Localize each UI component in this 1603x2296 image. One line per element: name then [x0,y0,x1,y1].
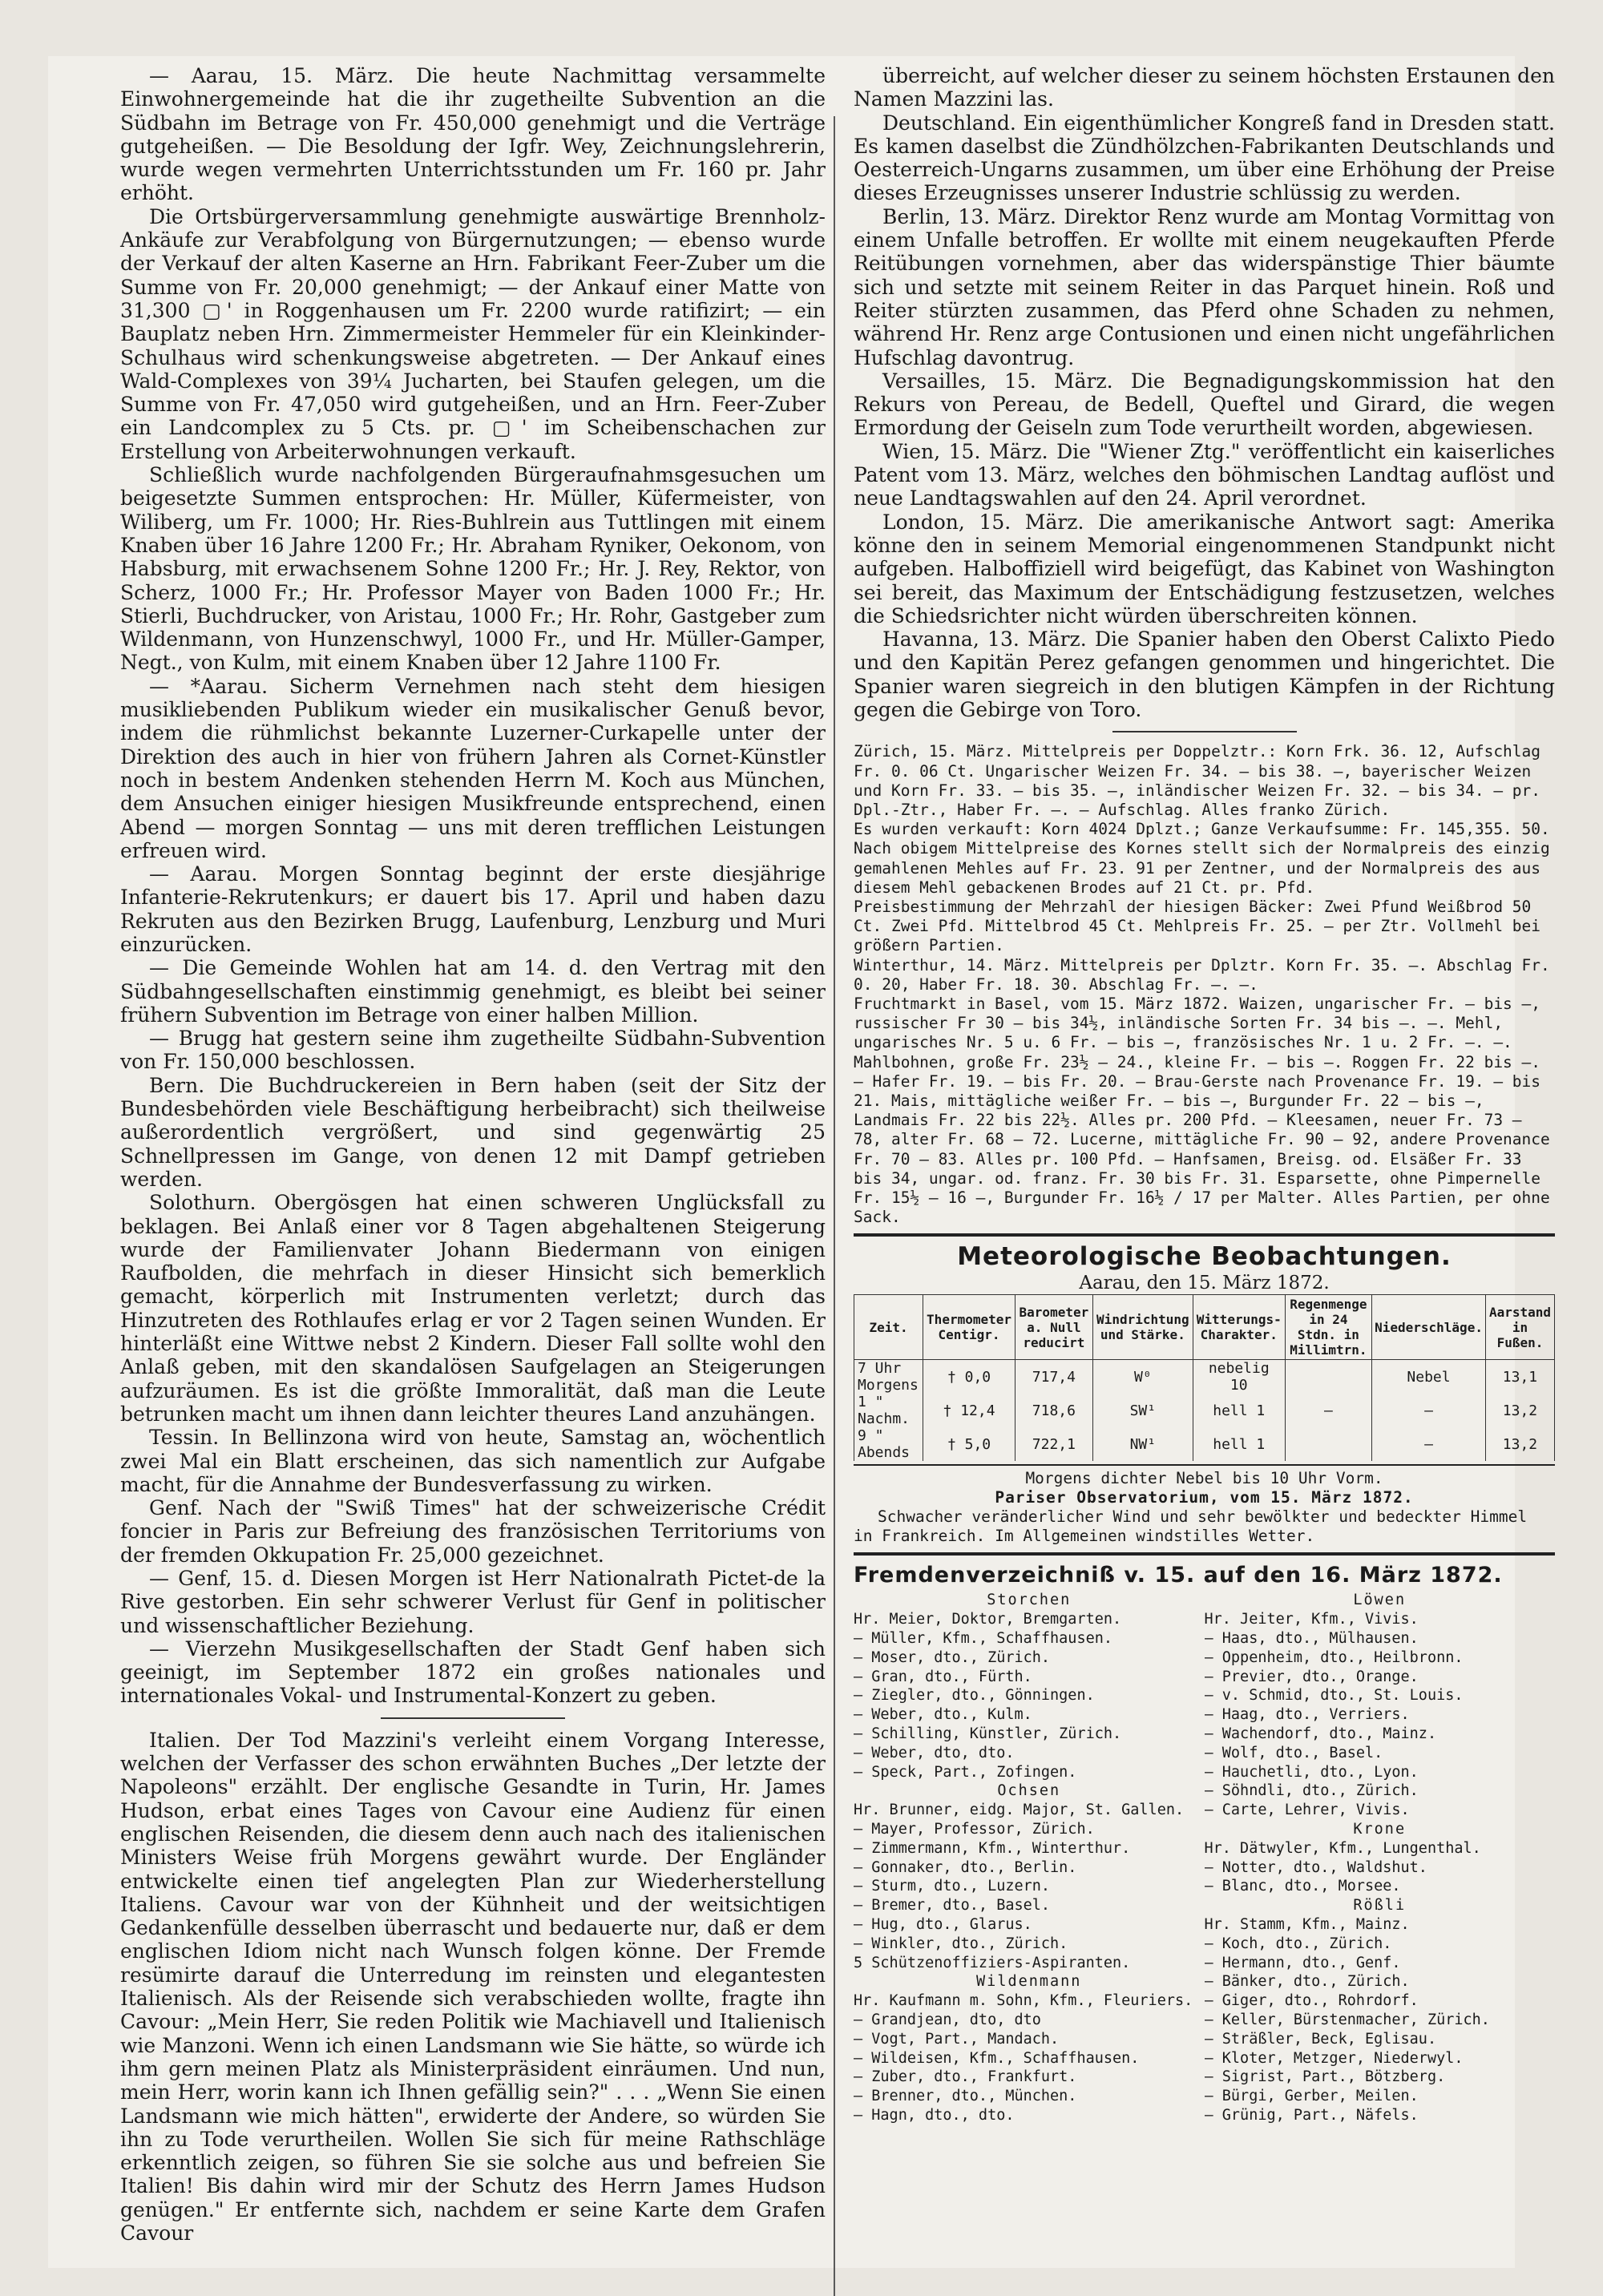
guest-list [854,1591,1555,2125]
guest-column-right [1205,1591,1556,2125]
guest-entry: — Bänker, dto., Zürich. [1204,1973,1410,1991]
article-paragraph: Berlin, 13. März. Direktor Renz wurde am Montag Vormittag von einem Unfalle betroffen. Er wollte mit einem neugekauften Pferde Reitübungen vornehmen, aber das widerspänstige Thier bäumte sich und setzte mit seinem Reiter in das Parquet hinein. Roß und Reiter stürzten zusammen, das Pferd ohne Schaden zu nehmen, während Hr. Renz arge Contusionen und einen nicht ungefährlichen Hufschlag davontrug. [854,204,1555,369]
article-paragraph: überreicht, auf welcher dieser zu seinem höchsten Erstaunen den Namen Mazzini las. [854,64,1555,111]
meteo-note: Morgens dichter Nebel bis 10 Uhr Vorm. [1025,1469,1383,1488]
guest-entry: — Wolf, dto., Basel. [1204,1744,1383,1761]
article-paragraph: Bern. Die Buchdruckereien in Bern haben (seit der Sitz der Bundesbehörden viele Beschäftigung herbeibracht) sich theilweise außerordentlich vergrößert, und sind gegenwärtig 25 Schnellpressen im Gange, von denen 12 mit Dampf getrieben werden. [120,1073,826,1191]
meteo-cell-precip: — [1372,1427,1486,1461]
guest-entry: — Söhndli, dto., Zürich. [1204,1782,1419,1800]
guest-entry: — Hermann, dto., Genf. [1204,1954,1401,1971]
meteo-table-header [854,1295,1555,1360]
meteo-cell-char: hell 1 [1193,1394,1285,1427]
guest-entry: — Vogt, Part., Mandach. [854,2030,1060,2048]
guest-entry: Hr. Dätwyler, Kfm., Lungenthal. [1204,1839,1481,1857]
guest-entry: — Grünig, Part., Näfels. [1204,2106,1419,2124]
article-paragraph: Schließlich wurde nachfolgenden Bürgeraufnahmsgesuchen um beigesetzte Summen entsprochen: Hr. Müller, Küfermeister, von Wiliberg, um Fr. 1000; Hr. Ries-Buhlrein aus Tuttlingen mit einem Knaben über 16 Jahre 1200 Fr.; Hr. Abraham Ryniker, Oekonom, von Habsburg, mit erwachsenem Sohne 1200 Fr.; Hr. J. Rey, Rektor, von Scherz, 1000 Fr.; Hr. Professor Mayer von Baden 1000 Fr.; Hr. Stierli, Buchdrucker, von Aristau, 1000 Fr.; Hr. Rohr, Gastgeber zum Wildenmann, von Hunzenschwyl, 1000 Fr., und Hr. Müller-Gamper, Negt., von Kulm, mit einem Knaben über 12 Jahre 1100 Fr. [120,463,826,675]
guest-entry: — Winkler, dto., Zürich. [854,1935,1068,1952]
meteo-title: Meteorologische Beobachtungen. [957,1242,1452,1272]
article-paragraph: Deutschland. Ein eigenthümlicher Kongreß fand in Dresden statt. Es kamen daselbst die Zündhölzchen-Fabrikanten Deutschlands und Oesterreich-Ungarns zusammen, um über eine Erhöhung der Preise dieses Erzeugnisses unserer Industrie schlüssig zu werden. [854,111,1555,205]
guest-entry: — Ziegler, dto., Gönningen. [854,1687,1095,1705]
guest-entry: — Oppenheim, dto., Heilbronn. [1204,1648,1464,1666]
guest-hotel-name: Rößli [1353,1897,1407,1915]
guests-title: Fremdenverzeichniß v. 15. auf den 16. März 1872. [854,1563,1503,1588]
article-paragraph: Genf. Nach der "Swiß Times" hat der schweizerische Crédit foncier in Paris zur Befreiung des französischen Territoriums von der fremden Okkupation Fr. 25,000 gezeichnet. [120,1496,826,1567]
column-divider [834,116,835,2296]
guest-hotel-name: Löwen [1353,1592,1407,1609]
article-paragraph: Italien. Der Tod Mazzini's verleiht einem Vorgang Interesse, welchen der Verfasser des schon erwähnten Buches „Der letzte der Napoleons" erzählt. Der englische Gesandte in Turin, Hr. James Hudson, erbat eines Tages von Cavour eine Audienz für einen englischen Reisenden, die diesem denn auch nach des italienischen Ministers Weise früh Morgens gewährt wurde. Der Engländer entwickelte einen tief angelegten Plan zur Wiederherstellung Italiens. Cavour war von der Kühnheit und der weitsichtigen Gedankenfülle desselben überrascht und bedauerte nur, daß er dem englischen Idiom nicht nach Wunsch folgen könne. Der Fremde resümirte darauf die Unterredung im reinsten und elegantesten Italienisch. Als der Reisende sich verabschieden wollte, fragte ihn Cavour: „Mein Herr, Sie reden Politik wie Machiavell und Italienisch wie Manzoni. Wenn ich einen Landsmann wie Sie hätte, so würde ich ihm gern meinen Platz als Ministerpräsident einräumen. Und nun, mein Herr, worin kann ich Ihnen gefällig sein?" . . . „Wenn Sie einen Landsmann wie mich hätten", erwiderte der Andere, so würden Sie ihn zu Tode verurtheilen. Wollen Sie sich für meine Rathschläge erkenntlich zeigen, so führen Sie sie solche aus und befreien Sie Italien! Bis dahin wird mir der Schutz des Herrn James Hudson genügen." Er entfernte sich, nachdem er seine Karte dem Grafen Cavour [120,1728,826,2246]
meteo-cell-precip: — [1372,1394,1486,1427]
right-column [854,64,1555,2125]
meteo-cell-water: 13,2 [1485,1427,1554,1461]
article-paragraph: — Vierzehn Musikgesellschaften der Stadt Genf haben sich geeinigt, im September 1872 ein großes nationales und internationales Vokal- und Instrumental-Konzert zu geben. [120,1636,826,1708]
guest-entry: — v. Schmid, dto., St. Louis. [1204,1687,1464,1705]
paris-heading: Pariser Observatorium, vom 15. März 1872. [995,1488,1414,1507]
meteo-header-cell: Windrichtung und Stärke. [1092,1295,1193,1360]
guest-entry: — Schilling, Künstler, Zürich. [854,1725,1122,1742]
guest-entry: — Haag, dto., Verriers. [1204,1706,1410,1724]
meteo-row [854,1394,1555,1427]
market-report: Zürich, 15. März. Mittelpreis per Doppelztr.: Korn Frk. 36. 12, Aufschlag Fr. 0. 06 Ct. Ungarischer Weizen Fr. 34. — bis 38. —, bayerischer Weizen und Korn Fr. 33. — bis 35. —, inländischer Weizen Fr. 32. — bis 34. — pr. Dpl.-Ztr., Haber Fr. —. — Aufschlag. Alles franko Zürich. [854,742,1541,819]
thin-rule [854,1464,1555,1466]
meteo-cell-temp: † 12,4 [923,1394,1016,1427]
guest-hotel-name: Wildenmann [976,1973,1082,1991]
guest-entry: — Keller, Bürstenmacher, Zürich. [1204,2011,1490,2028]
left-column [120,64,826,2245]
guest-entry: Hr. Jeiter, Kfm., Vivis. [1204,1611,1419,1628]
market-report: Preisbestimmung der Mehrzahl der hiesigen Bäcker: Zwei Pfund Weißbrod 50 Ct. Zwei Pfd. Mittelbrod 45 Ct. Mehlpreis Fr. 25. — per Ztr. Vollmehl bei größern Partien. [854,897,1541,955]
meteo-cell-char: hell 1 [1193,1427,1285,1461]
meteo-cell-wind: SW¹ [1092,1394,1193,1427]
left-articles [120,64,826,2245]
guest-entry: Hr. Stamm, Kfm., Mainz. [1204,1915,1410,1933]
meteo-cell-time: 7 Uhr Morgens [854,1360,923,1394]
guest-entry: — Grandjean, dto, dto [854,2011,1041,2028]
meteo-notes [854,1469,1555,1546]
meteo-row [854,1427,1555,1461]
guest-entry: — Bremer, dto., Basel. [854,1897,1051,1915]
guest-entry: 5 Schützenoffiziers-Aspiranten. [854,1954,1131,1971]
guest-entry: — Weber, dto, dto. [854,1744,1015,1761]
meteo-subtitle: Aarau, den 15. März 1872. [1079,1273,1330,1294]
guest-hotel-name: Ochsen [997,1782,1061,1800]
guest-entry: Hr. Meier, Doktor, Bremgarten. [854,1611,1122,1628]
section-rule [1112,731,1297,732]
article-paragraph: Solothurn. Obergösgen hat einen schweren Unglücksfall zu beklagen. Bei Anlaß einer vor 8 Tagen abgehaltenen Steigerung wurde der Familienvater Johann Biedermann von einigen Raufbolden, die mehrfach in dieser Hinsicht sich bemerklich gemacht, körperlich mit Instrumenten verletzt; durch das Hinzutreten des Rothlaufes erlag er vor 2 Tagen seinen Wunden. Er hinterläßt eine Wittwe nebst 2 Kindern. Dieser Fall sollte wohl den Anlaß geben, mit den skandalösen Saufgelagen an Steigerungen aufzuräumen. Es ist die größte Immoralität, daß man die Leute betrunken macht um ihnen dann leichter theures Land anzuhängen. [120,1191,826,1426]
article-paragraph: — Aarau, 15. März. Die heute Nachmittag versammelte Einwohnergemeinde hat die ihr zugetheilte Subvention an die Südbahn im Betrage von Fr. 450,000 genehmigt und die Verträge gutgeheißen. — Die Besoldung der Igfr. Wey, Zeichnungslehrerin, wurde wegen vermehrten Unterrichtsstunden um Fr. 160 pr. Jahr erhöht. [120,64,826,205]
guest-entry: Hr. Brunner, eidg. Major, St. Gallen. [854,1802,1185,1819]
market-report: Fruchtmarkt in Basel, vom 15. März 1872. Waizen, ungarischer Fr. — bis —, russischer Fr 30 — bis 34½, inländische Sorten Fr. 34 bis —. —. Mehl, ungarisches Nr. 5 u. 6 Fr. — bis —, französisches Nr. 1 u. 2 Fr. —. —. Mahlbohnen, große Fr. 23½ — 24., kleine Fr. — bis —. Roggen Fr. 22 bis —. — Hafer Fr. 19. — bis Fr. 20. — Brau-Gerste nach Provenance Fr. 19. — bis 21. Mais, mittägliche weißer Fr. — bis —, Burgunder Fr. 22 — bis —, Landmais Fr. 22 bis 22½. Alles pr. 200 Pfd. — Kleesamen, neuer Fr. 73 — 78, alter Fr. 68 — 72. Lucerne, mittägliche Fr. 90 — 92, andere Provenance Fr. 70 — 83. Alles pr. 100 Pfd. — Hanfsamen, Breisg. od. Elsäßer Fr. 33 bis 34, ungar. od. franz. Fr. 30 bis Fr. 31. Esparsette, ohne Pimpernelle Fr. 15½ — 16 —, Burgunder Fr. 16½ / 17 per Malter. Alles Partien, per ohne Sack. [854,994,1550,1227]
guest-entry: — Giger, dto., Rohrdorf. [1204,1992,1419,2010]
article-paragraph: — Die Gemeinde Wohlen hat am 14. d. den Vertrag mit den Südbahngesellschaften einstimmig genehmigt, es bleibt bei seiner frühern Subvention im Betrage von einer halben Million. [120,956,826,1027]
meteo-cell-char: nebelig 10 [1193,1360,1285,1394]
article-paragraph: Havanna, 13. März. Die Spanier haben den Oberst Calixto Piedo und den Kapitän Perez gefangen genommen und hingerichtet. Die Spanier waren siegreich in den blutigen Kämpfen in der Richtung gegen die Gebirge von Toro. [854,627,1555,722]
guest-entry: — Sturm, dto., Luzern. [854,1878,1051,1895]
meteo-cell-baro: 718,6 [1015,1394,1092,1427]
meteo-cell-wind: W⁰ [1092,1360,1193,1394]
guest-entry: — Carte, Lehrer, Vivis. [1204,1802,1410,1819]
guest-entry: — Weber, dto., Kulm. [854,1706,1032,1724]
section-rule [381,1717,565,1719]
guest-hotel-name: Storchen [987,1592,1072,1609]
meteo-cell-wind: NW¹ [1092,1427,1193,1461]
guest-entry: — Kloter, Metzger, Niederwyl. [1204,2049,1464,2067]
meteo-cell-rain [1285,1427,1371,1461]
meteo-header-cell: Aarstand in Fußen. [1485,1295,1554,1360]
guest-column-left [854,1591,1205,2125]
newspaper-page [48,56,1555,2268]
meteo-cell-time: 1 " Nachm. [854,1394,923,1427]
thick-rule [854,1233,1555,1237]
meteo-cell-baro: 722,1 [1015,1427,1092,1461]
meteo-row [854,1360,1555,1394]
guest-entry: — Hagn, dto., dto. [854,2106,1015,2124]
guest-entry: — Haas, dto., Mülhausen. [1204,1629,1419,1647]
article-paragraph: Tessin. In Bellinzona wird von heute, Samstag an, wöchentlich zwei Mal ein Blatt erscheinen, das sich namentlich zur Aufgabe macht, für die Annahme der Bundesverfassung zu wirken. [120,1426,826,1496]
guest-entry: — Brenner, dto., München. [854,2088,1077,2105]
market-report: Winterthur, 14. März. Mittelpreis per Dplztr. Korn Fr. 35. —. Abschlag Fr. 0. 20, Haber Fr. 18. 30. Abschlag Fr. —. —. [854,955,1550,994]
guest-entry: — Blanc, dto., Morsee. [1204,1878,1401,1895]
guest-entry: — Hauchetli, dto., Lyon. [1204,1763,1419,1781]
meteo-cell-water: 13,2 [1485,1394,1554,1427]
guest-entry: — Hug, dto., Glarus. [854,1915,1032,1933]
meteo-header-cell: Witterungs-Charakter. [1193,1295,1285,1360]
guest-entry: — Koch, dto., Zürich. [1204,1935,1392,1952]
paris-text: Schwacher veränderlicher Wind und sehr bewölkter und bedeckter Himmel in Frankreich. Im Allgemeinen windstilles Wetter. [854,1507,1528,1546]
meteo-header-cell: Niederschläge. [1372,1295,1486,1360]
guest-entry: — Moser, dto., Zürich. [854,1648,1051,1666]
market-report: Es wurden verkauft: Korn 4024 Dplzt.; Ganze Verkaufsumme: Fr. 145,355. 50. [854,820,1550,839]
meteo-table [854,1294,1555,1461]
guest-entry: — Notter, dto., Waldshut. [1204,1858,1427,1876]
article-paragraph: London, 15. März. Die amerikanische Antwort sagt: Amerika könne den in seinem Memorial eingenommenen Standpunkt nicht aufgeben. Halboffiziell wird beigefügt, das Kabinet von Washington sei bereit, das Maximum der Entschädigung festzusetzen, welches die Schiedsrichter nicht würden überschreiten können. [854,510,1555,627]
guest-entry: — Mayer, Professor, Zürich. [854,1820,1095,1838]
meteo-header-cell: Regenmenge in 24 Stdn. in Millimtrn. [1285,1295,1371,1360]
guest-entry: — Previer, dto., Orange. [1204,1668,1419,1685]
guest-hotel-name: Krone [1353,1820,1407,1838]
meteo-table-body [854,1360,1555,1462]
meteo-cell-time: 9 " Abends [854,1427,923,1461]
guest-entry: — Zimmermann, Kfm., Winterthur. [854,1839,1131,1857]
guest-entry: — Sigrist, Part., Bötzberg. [1204,2068,1446,2086]
meteo-header-cell: Thermometer Centigr. [923,1295,1016,1360]
article-paragraph: — Genf, 15. d. Diesen Morgen ist Herr Nationalrath Pictet-de la Rive gestorben. Ein sehr schwerer Verlust für Genf in politischer und wissenschaftlicher Beziehung. [120,1567,826,1637]
article-paragraph: — Aarau. Morgen Sonntag beginnt der erste diesjährige Infanterie-Rekrutenkurs; er dauert bis 17. April und haben dazu Rekruten aus den Bezirken Brugg, Laufenburg, Lenzburg und Muri einzurücken. [120,862,826,956]
meteo-cell-precip: Nebel [1372,1360,1486,1394]
guest-entry: — Speck, Part., Zofingen. [854,1763,1077,1781]
thick-rule [854,1552,1555,1556]
article-paragraph: Versailles, 15. März. Die Begnadigungskommission hat den Rekurs von Pereau, de Bedell, Queftel und Girard, die wegen Ermordung der Geiseln zum Tode verurtheilt worden, abgewiesen. [854,369,1555,440]
meteo-header-cell: Zeit. [854,1295,923,1360]
meteo-cell-baro: 717,4 [1015,1360,1092,1394]
guest-entry: — Bürgi, Gerber, Meilen. [1204,2088,1419,2105]
guest-entry: — Zuber, dto., Frankfurt. [854,2068,1077,2086]
article-paragraph: — Brugg hat gestern seine ihm zugetheilte Südbahn-Subvention von Fr. 150,000 beschlossen. [120,1027,826,1074]
meteo-header-cell: Barometer a. Null reducirt [1015,1295,1092,1360]
market-report: Nach obigem Mittelpreise des Kornes stellt sich der Normalpreis des einzig gemahlenen Mehles auf Fr. 23. 91 per Zentner, und der Normalpreis des aus diesem Mehl gebackenen Brodes auf 21 Ct. pr. Pfd. [854,839,1550,897]
guest-entry: — Wachendorf, dto., Mainz. [1204,1725,1437,1742]
article-paragraph: Die Ortsbürgerversammlung genehmigte auswärtige Brennholz-Ankäufe zur Verabfolgung von Bürgernutzungen; — ebenso wurde der Verkauf der alten Kaserne an Hrn. Fabrikant Feer-Zuber um die Summe von Fr. 20,000 genehmigt; — der Ankauf einer Matte von 31,300 ▢' in Roggenhausen um Fr. 2200 wurde ratifizirt; — ein Bauplatz neben Hrn. Zimmermeister Hemmeler für ein Kleinkinder-Schulhaus wird schenkungsweise abgetreten. — Der Ankauf eines Wald-Complexes von 39¼ Jucharten, bei Staufen gelegen, um die Summe von Fr. 47,050 wird gutgeheißen, und an Hrn. Feer-Zuber ein Landcomplex zu 5 Cts. pr. ▢' im Scheibenschachen zur Erstellung von Arbeiterwohnungen verkauft. [120,204,826,463]
guest-entry: — Gonnaker, dto., Berlin. [854,1858,1077,1876]
meteo-cell-water: 13,1 [1485,1360,1554,1394]
guest-entry: — Gran, dto., Fürth. [854,1668,1032,1685]
meteo-cell-temp: † 0,0 [923,1360,1016,1394]
market-reports [854,742,1555,1227]
article-paragraph: Wien, 15. März. Die "Wiener Ztg." veröffentlicht ein kaiserliches Patent vom 13. März, welches den böhmischen Landtag auflöst und neue Landtagswahlen auf den 24. April verordnet. [854,439,1555,510]
right-articles [854,64,1555,721]
article-paragraph: — *Aarau. Sicherm Vernehmen nach steht dem hiesigen musikliebenden Publikum wieder ein musikalischer Genuß bevor, indem die rühmlichst bekannte Luzerner-Curkapelle unter der Direktion des auch in hier von frühern Jahren als Cornet-Künstler noch in bestem Andenken stehenden Herrn M. Koch aus München, dem Ansuchen einiger hiesigen Musikfreunde entsprechend, einen Abend — morgen Sonntag — uns mit deren trefflichen Leistungen erfreuen wird. [120,674,826,862]
guest-entry: — Sträßler, Beck, Eglisau. [1204,2030,1437,2048]
guest-entry: — Müller, Kfm., Schaffhausen. [854,1629,1113,1647]
meteo-cell-temp: † 5,0 [923,1427,1016,1461]
meteo-cell-rain: — [1285,1394,1371,1427]
guest-entry: Hr. Kaufmann m. Sohn, Kfm., Fleuriers. [854,1992,1193,2010]
meteo-cell-rain [1285,1360,1371,1394]
guest-entry: — Wildeisen, Kfm., Schaffhausen. [854,2049,1140,2067]
